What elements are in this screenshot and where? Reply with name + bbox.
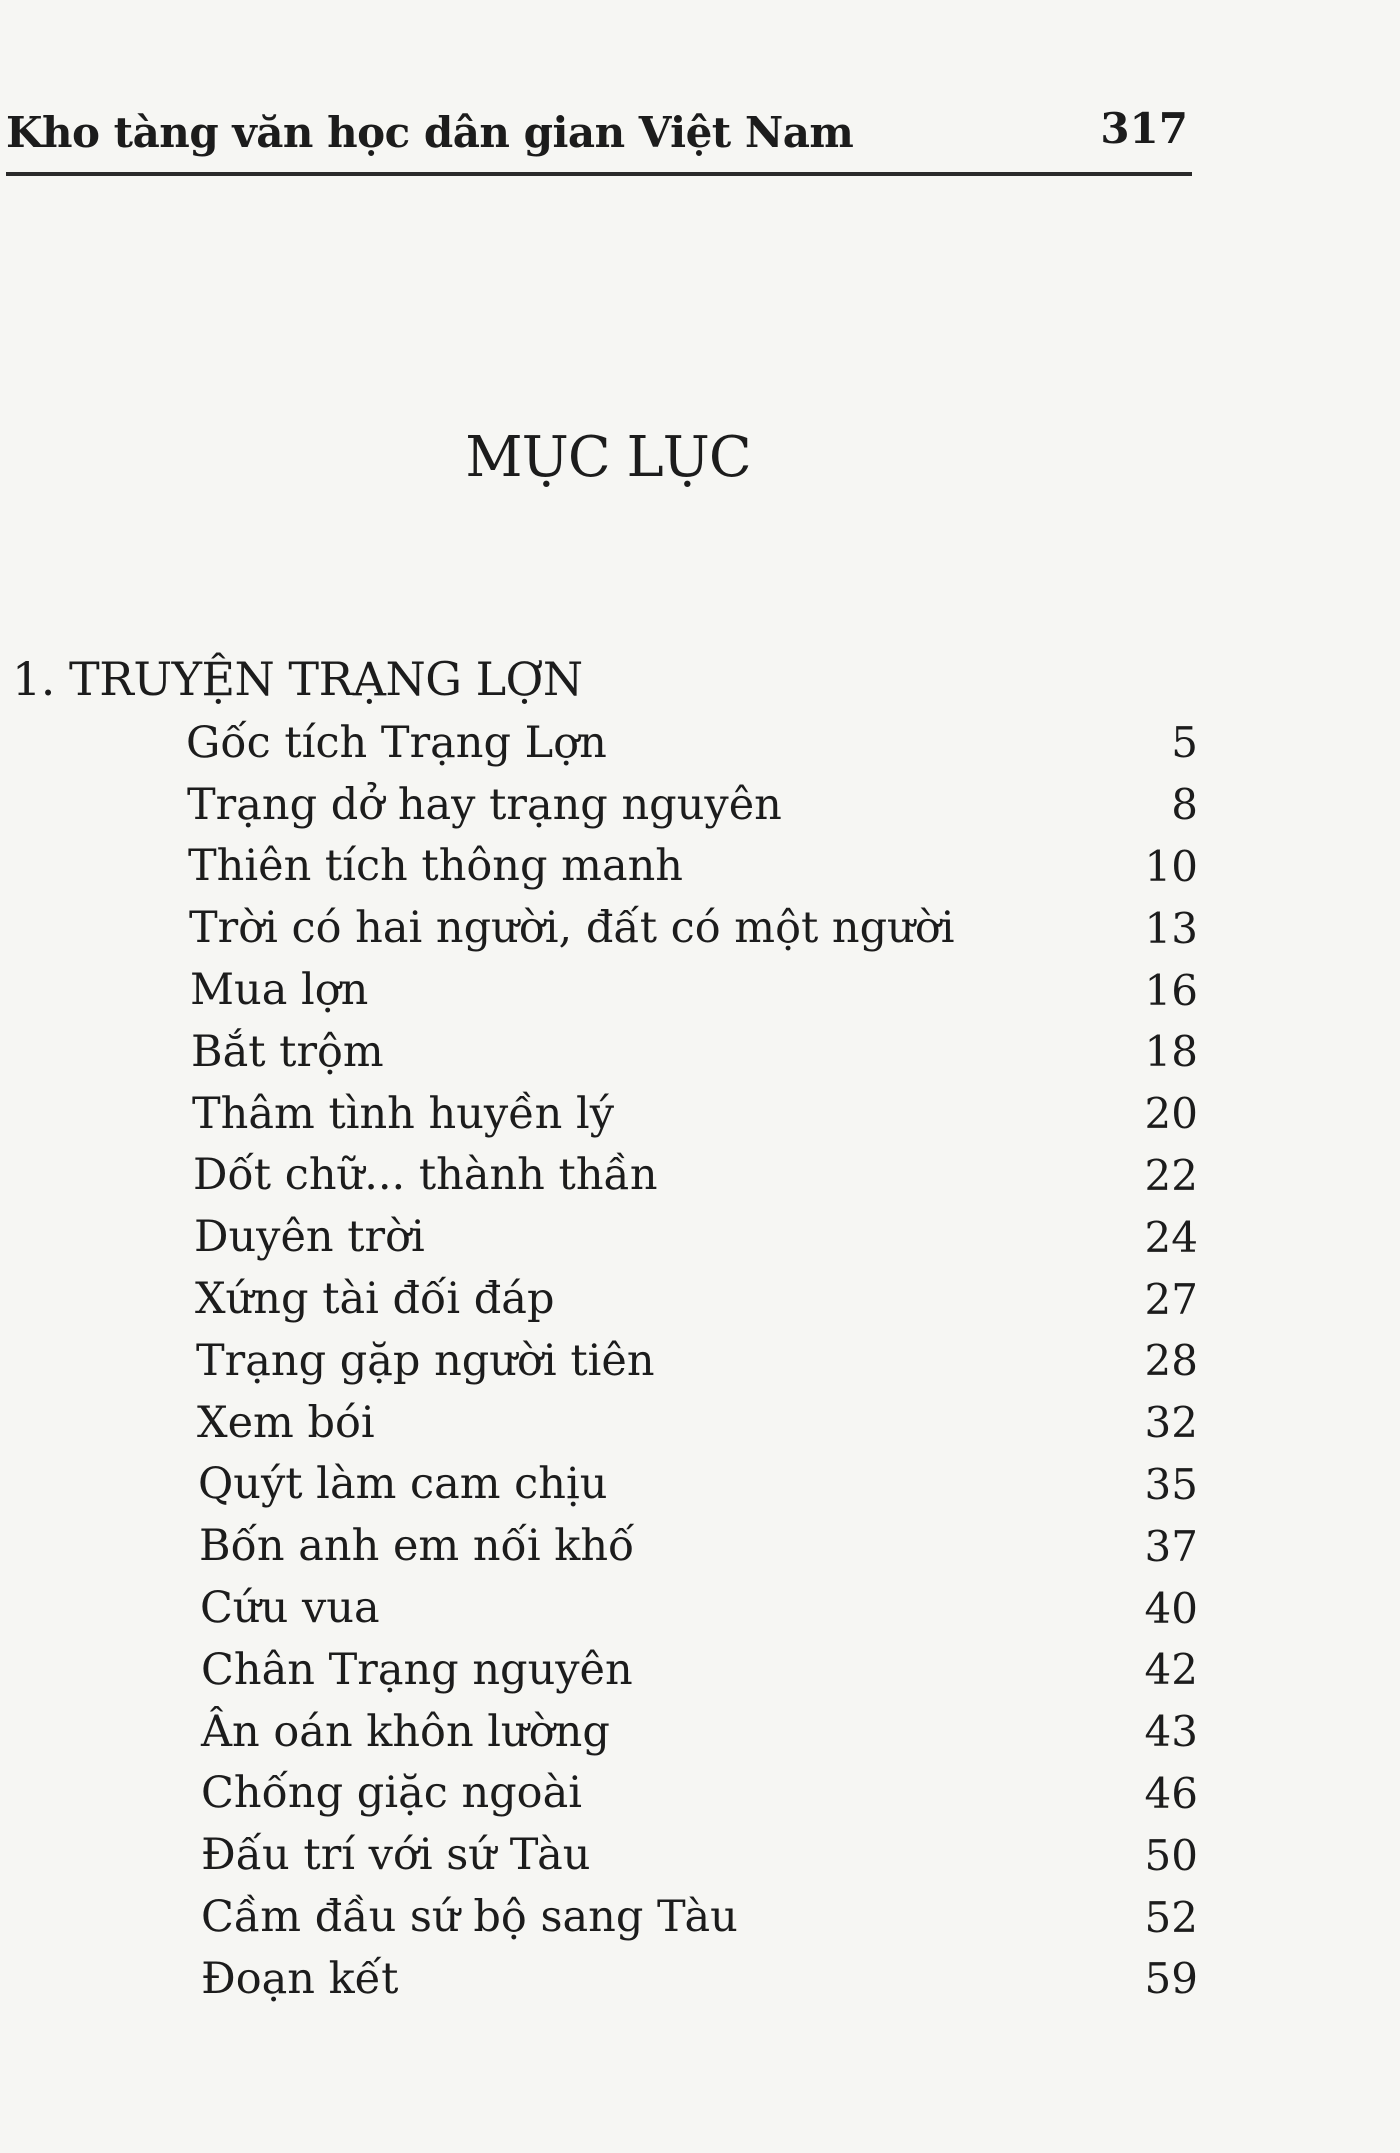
page-number: 317 <box>1100 104 1188 153</box>
toc-entry-title: Xem bói <box>197 1397 375 1448</box>
toc-entry <box>186 1330 1198 1392</box>
toc-entry-title: Trạng gặp người tiên <box>196 1335 655 1386</box>
toc-entry-title: Gốc tích Trạng Lợn <box>186 717 607 768</box>
toc-entry <box>186 1392 1198 1454</box>
toc-entry-title: Xứng tài đối đáp <box>195 1274 555 1325</box>
toc-entry-title: Thiên tích thông manh <box>188 841 683 892</box>
toc-entry-title: Chống giặc ngoài <box>201 1768 582 1819</box>
toc-entry-page: 42 <box>1144 1645 1198 1695</box>
toc-entry-title: Bắt trộm <box>191 1026 384 1077</box>
toc-entry-page: 13 <box>1144 903 1198 953</box>
toc-entry <box>186 1268 1198 1330</box>
header-rule <box>6 172 1192 176</box>
toc-entry-title: Quýt làm cam chịu <box>198 1459 608 1510</box>
toc-entry-title: Trời có hai người, đất có một người <box>189 903 955 954</box>
section-heading: 1. TRUYỆN TRẠNG LỢN <box>12 652 583 706</box>
toc-entry-title: Chân Trạng nguyên <box>201 1644 633 1695</box>
toc-entry-page: 40 <box>1144 1583 1198 1633</box>
toc-entry-page: 22 <box>1144 1150 1198 1200</box>
toc-entry-title: Cứu vua <box>200 1583 380 1634</box>
toc-entry-page: 32 <box>1144 1398 1198 1448</box>
page-title: MỤC LỤC <box>465 425 751 490</box>
toc-entry <box>186 1701 1198 1763</box>
toc-entry-title: Mua lợn <box>190 965 369 1016</box>
toc-entry <box>186 836 1198 898</box>
toc-entry <box>186 1886 1198 1948</box>
toc-entry <box>186 712 1198 774</box>
toc-entry-title: Bốn anh em nối khố <box>199 1521 635 1572</box>
toc-entry <box>186 1639 1198 1701</box>
toc-entry-title: Duyên trời <box>194 1212 425 1263</box>
toc-entry-page: 46 <box>1144 1768 1198 1818</box>
toc-entry-page: 20 <box>1144 1089 1198 1139</box>
toc-list <box>186 712 1198 2010</box>
toc-entry <box>186 1577 1198 1639</box>
toc-entry-page: 28 <box>1144 1336 1198 1386</box>
toc-entry-page: 8 <box>1171 780 1198 830</box>
toc-entry-title: Đấu trí với sứ Tàu <box>201 1830 591 1881</box>
toc-entry-title: Dốt chữ... thành thần <box>193 1150 658 1201</box>
toc-entry-page: 37 <box>1144 1521 1198 1571</box>
toc-entry-page: 43 <box>1144 1707 1198 1757</box>
toc-entry <box>186 1763 1198 1825</box>
toc-entry-page: 59 <box>1144 1954 1198 2004</box>
toc-entry-page: 5 <box>1171 718 1198 768</box>
toc-entry <box>186 1454 1198 1516</box>
toc-entry <box>186 1824 1198 1886</box>
toc-entry-title: Cầm đầu sứ bộ sang Tàu <box>201 1892 738 1943</box>
toc-entry-title: Đoạn kết <box>201 1953 399 2004</box>
toc-entry-title: Thâm tình huyền lý <box>192 1088 615 1139</box>
toc-entry <box>186 1206 1198 1268</box>
toc-entry-page: 18 <box>1144 1027 1198 1077</box>
toc-entry <box>186 774 1198 836</box>
toc-entry <box>186 1021 1198 1083</box>
toc-entry <box>186 1083 1198 1145</box>
toc-entry-page: 10 <box>1144 841 1198 891</box>
toc-entry-page: 16 <box>1144 965 1198 1015</box>
toc-entry <box>186 959 1198 1021</box>
toc-entry <box>186 1948 1198 2010</box>
toc-entry-page: 35 <box>1144 1459 1198 1509</box>
toc-entry-title: Ân oán khôn lường <box>201 1706 610 1757</box>
toc-entry <box>186 1145 1198 1207</box>
toc-entry-title: Trạng dở hay trạng nguyên <box>187 779 782 830</box>
toc-entry-page: 24 <box>1144 1212 1198 1262</box>
toc-entry-page: 27 <box>1144 1274 1198 1324</box>
running-header-title: Kho tàng văn học dân gian Việt Nam <box>6 108 854 157</box>
toc-entry <box>186 1515 1198 1577</box>
toc-entry-page: 50 <box>1144 1830 1198 1880</box>
toc-entry <box>186 897 1198 959</box>
toc-entry-page: 52 <box>1144 1892 1198 1942</box>
